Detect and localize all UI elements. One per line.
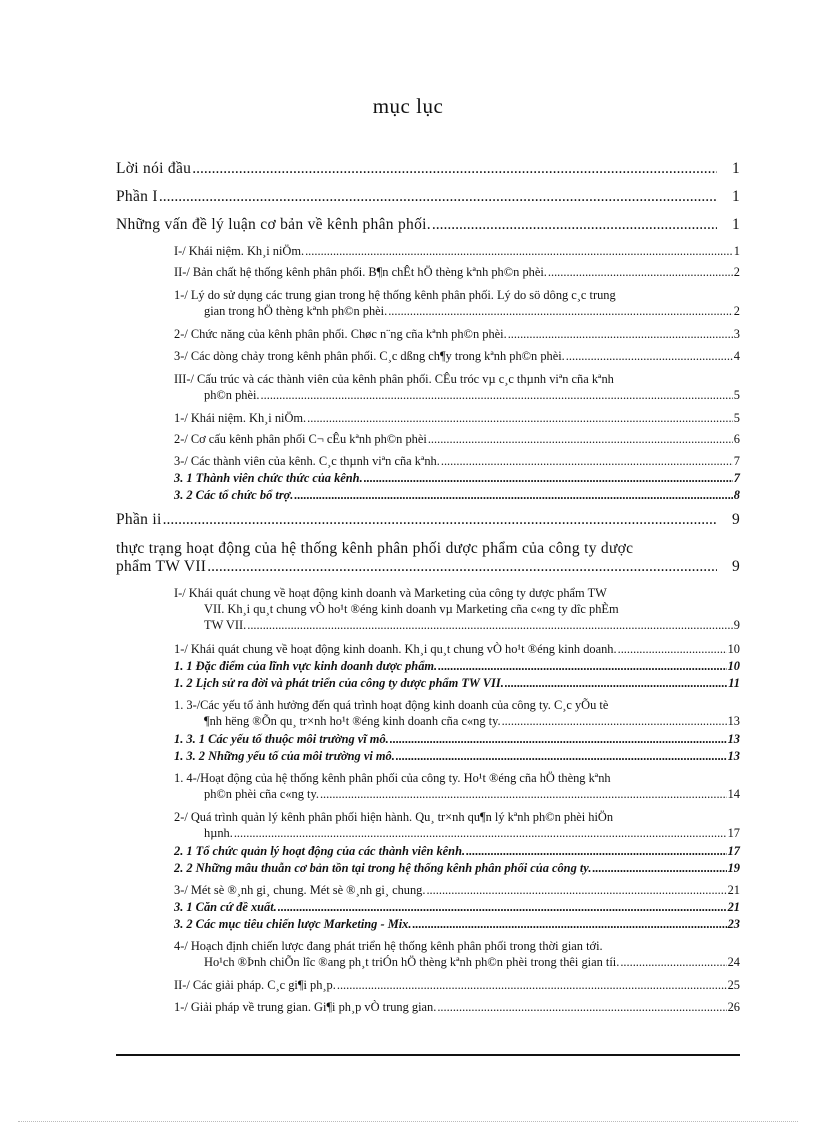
dot-leader bbox=[163, 511, 717, 529]
toc-page-number: 9 bbox=[731, 511, 740, 528]
dot-leader bbox=[337, 977, 727, 993]
toc-entry[interactable] bbox=[174, 748, 740, 764]
toc-page-number: 14 bbox=[727, 787, 740, 801]
toc-page-number: 7 bbox=[733, 471, 740, 485]
toc-entry[interactable] bbox=[174, 326, 740, 342]
toc-page-number: 21 bbox=[727, 883, 740, 897]
toc-entry[interactable] bbox=[174, 410, 740, 426]
dot-leader bbox=[364, 470, 733, 486]
toc-entry-text: 2-/ Cơ cấu kênh phân phối C¬ cÊu kªnh ph©n phèi bbox=[174, 432, 427, 446]
toc-page-number: 13 bbox=[727, 714, 740, 728]
toc-entry[interactable] bbox=[174, 585, 740, 633]
toc-page-number: 17 bbox=[727, 844, 740, 858]
toc-entry-text: 1. 3. 2 Những yếu tố của môi trường vi mô. bbox=[174, 749, 395, 763]
toc-entry[interactable] bbox=[174, 487, 740, 503]
toc-page-number: 10 bbox=[727, 642, 740, 656]
dot-leader bbox=[505, 675, 727, 691]
dot-leader bbox=[412, 916, 726, 932]
toc-entry-thuc-trang[interactable] bbox=[116, 540, 740, 576]
toc-entry-loi-noi-dau[interactable] bbox=[116, 160, 740, 178]
toc-entry-text: II-/ Bản chất hệ thống kênh phân phối. B¶n chÊt hÖ thèng kªnh ph©n phèi. bbox=[174, 265, 547, 279]
toc-entry-text: Phần I bbox=[116, 188, 158, 205]
toc-entry-text: 4-/ Hoạch định chiến lược đang phát triển hệ thống kênh phân phối trong thời gian tới. bbox=[174, 939, 603, 953]
toc-entry[interactable] bbox=[174, 860, 740, 876]
toc-entry-text: I-/ Khái quát chung về hoạt động kinh doanh và Marketing của công ty dược phẩm TW bbox=[174, 586, 607, 600]
toc-page-number: 5 bbox=[733, 388, 740, 402]
toc-entry[interactable] bbox=[174, 287, 740, 319]
dot-leader bbox=[618, 641, 727, 657]
dot-leader bbox=[548, 264, 733, 280]
toc-entry[interactable] bbox=[174, 470, 740, 486]
toc-entry-text: 1-/ Khái niệm. Kh¸i niÖm. bbox=[174, 411, 307, 425]
toc-entry-text: 2. 2 Những mâu thuẫn cơ bản tồn tại trong hệ thống kênh phân phối của công ty. bbox=[174, 861, 592, 875]
toc-entry-text: 2-/ Quá trình quản lý kênh phân phối hiện hành. Qu¸ tr×nh qu¶n lý kªnh ph©n phèi hiÖn bbox=[174, 810, 614, 824]
toc-entry-text-continued: hµnh. bbox=[204, 826, 233, 840]
toc-entry[interactable] bbox=[174, 843, 740, 859]
toc-entry[interactable] bbox=[174, 731, 740, 747]
dot-leader bbox=[426, 882, 726, 898]
toc-entry-text: 3. 2 Các tổ chức bổ trợ. bbox=[174, 488, 294, 502]
toc-entry[interactable] bbox=[174, 431, 740, 447]
toc-page-number: 3 bbox=[733, 327, 740, 341]
toc-entry-text: 1. 1 Đặc điểm của lĩnh vực kinh doanh dược phẩm. bbox=[174, 659, 438, 673]
toc-page-number: 10 bbox=[727, 659, 740, 673]
toc-entry-text-continued: ph©n phèi. bbox=[204, 388, 260, 402]
dot-leader bbox=[428, 431, 733, 447]
toc-entry-text: 3. 1 Căn cứ đề xuất. bbox=[174, 900, 277, 914]
toc-entry[interactable] bbox=[174, 264, 740, 280]
toc-entry-text-continued: ph©n phèi cña c«ng ty. bbox=[204, 787, 319, 801]
page-title: mục lục bbox=[372, 94, 444, 118]
toc-entry[interactable] bbox=[174, 371, 740, 403]
toc-page-number: 21 bbox=[727, 900, 740, 914]
toc-entry-text-continued: phẩm TW VII bbox=[116, 558, 207, 575]
toc-page-number: 19 bbox=[727, 861, 740, 875]
toc-entry-text: Phần ii bbox=[116, 511, 162, 528]
toc-entry-text: III-/ Cấu trúc và các thành viên của kênh phân phối. CÊu tróc vµ c¸c thµnh viªn cña kªnh bbox=[174, 372, 614, 386]
toc-page-number: 1 bbox=[733, 244, 740, 258]
toc-entry-text: thực trạng hoạt động của hệ thống kênh phân phối dược phẩm của công ty dược bbox=[116, 540, 634, 557]
toc-entry-nhung-van-de[interactable] bbox=[116, 216, 740, 234]
toc-entry-text: Lời nói đầu bbox=[116, 160, 192, 177]
toc-entry-text-continued: Ho¹ch ®Þnh chiÕn lîc ®ang ph¸t triÓn hÖ thèng kªnh ph©n phèi trong thêi gian tíi. bbox=[204, 955, 620, 969]
toc-entry-text: 1. 3. 1 Các yếu tố thuộc môi trường vĩ mô. bbox=[174, 732, 389, 746]
toc-entry[interactable] bbox=[174, 916, 740, 932]
toc-page-number: 13 bbox=[727, 749, 740, 763]
toc-entry-text-continued: ¶nh hëng ®Õn qu¸ tr×nh ho¹t ®éng kinh doanh cña c«ng ty. bbox=[204, 714, 501, 728]
toc-entry[interactable] bbox=[174, 770, 740, 802]
toc-entry[interactable] bbox=[174, 675, 740, 691]
footer-rule bbox=[116, 1054, 740, 1056]
dot-leader bbox=[390, 731, 727, 747]
toc-page-number: 6 bbox=[733, 432, 740, 446]
toc-page-number: 25 bbox=[727, 978, 740, 992]
toc-page-number: 2 bbox=[733, 304, 740, 318]
toc-entry[interactable] bbox=[174, 809, 740, 841]
dot-leader bbox=[320, 786, 727, 802]
toc-page-number: 26 bbox=[727, 1000, 740, 1014]
dot-leader bbox=[620, 954, 726, 970]
toc-entry-text-continued: gian trong hÖ thèng kªnh ph©n phèi. bbox=[204, 304, 388, 318]
toc-entry-text: 1-/ Giải pháp về trung gian. Gi¶i ph¸p vÒ trung gian. bbox=[174, 1000, 437, 1014]
dot-leader bbox=[432, 216, 717, 234]
dot-leader bbox=[159, 188, 717, 206]
toc-entry-text: II-/ Các giải pháp. C¸c gi¶i ph¸p. bbox=[174, 978, 336, 992]
dot-leader bbox=[396, 748, 727, 764]
toc-entry[interactable] bbox=[174, 658, 740, 674]
toc-entry[interactable] bbox=[174, 899, 740, 915]
dot-leader bbox=[307, 410, 733, 426]
dot-leader bbox=[592, 860, 726, 876]
toc-entry[interactable] bbox=[174, 882, 740, 898]
toc-entry-text: 1. 2 Lịch sử ra đời và phát triển của công ty dược phẩm TW VII. bbox=[174, 676, 504, 690]
dot-leader bbox=[438, 658, 726, 674]
toc-entry[interactable] bbox=[174, 348, 740, 364]
toc-page-number: 17 bbox=[727, 826, 740, 840]
dot-leader bbox=[278, 899, 727, 915]
toc-entry[interactable] bbox=[174, 999, 740, 1015]
toc-page-number: 24 bbox=[727, 955, 740, 969]
toc-page-number: 1 bbox=[731, 188, 740, 205]
toc-entry-text-continued: VII. Kh¸i qu¸t chung vÒ ho¹t ®éng kinh doanh vµ Marketing cña c«ng ty dîc phÈm bbox=[204, 602, 619, 616]
toc-entry-text: I-/ Khái niệm. Kh¸i niÖm. bbox=[174, 244, 305, 258]
toc-page-number: 9 bbox=[731, 558, 740, 575]
toc-entry[interactable] bbox=[174, 641, 740, 657]
toc-page-number: 2 bbox=[733, 265, 740, 279]
toc-entry-text: 3. 1 Thành viên chức thức của kênh. bbox=[174, 471, 363, 485]
toc-page-number: 5 bbox=[733, 411, 740, 425]
toc-page-number: 1 bbox=[731, 216, 740, 233]
toc-entry-text: 3-/ Các thành viên của kênh. C¸c thµnh viªn cña kªnh. bbox=[174, 454, 440, 468]
toc-entry[interactable] bbox=[174, 453, 740, 469]
toc-entry-text: Những vấn đề lý luận cơ bản về kênh phân phối. bbox=[116, 216, 431, 233]
toc-page-number: 13 bbox=[727, 732, 740, 746]
toc-entry-text: 3-/ Mét sè ®¸nh gi¸ chung. Mét sè ®¸nh gi¸ chung. bbox=[174, 883, 426, 897]
dot-leader bbox=[247, 617, 733, 633]
dot-leader bbox=[466, 843, 727, 859]
toc-entry-phan-2[interactable] bbox=[116, 511, 740, 529]
page-edge-divider bbox=[18, 1121, 798, 1122]
toc-page-number: 8 bbox=[733, 488, 740, 502]
toc-entry[interactable] bbox=[174, 938, 740, 970]
dot-leader bbox=[305, 243, 733, 259]
dot-leader bbox=[441, 453, 733, 469]
toc-page-number: 23 bbox=[727, 917, 740, 931]
toc-page-number: 4 bbox=[733, 349, 740, 363]
toc-entry-text: 1-/ Lý do sử dụng các trung gian trong hệ thống kênh phân phối. Lý do sö dông c¸c trung bbox=[174, 288, 616, 302]
dot-leader bbox=[261, 387, 733, 403]
dot-leader bbox=[192, 160, 717, 178]
toc-entry[interactable] bbox=[174, 697, 740, 729]
toc-entry-phan-1[interactable] bbox=[116, 188, 740, 206]
toc-entry-text: 2-/ Chức năng của kênh phân phối. Chøc n¨ng cña kªnh ph©n phèi. bbox=[174, 327, 507, 341]
toc-page-number: 7 bbox=[733, 454, 740, 468]
dot-leader bbox=[207, 558, 717, 576]
toc-page-number: 11 bbox=[728, 676, 740, 690]
toc-page-number: 9 bbox=[733, 618, 740, 632]
toc-entry-text: 3-/ Các dòng chảy trong kênh phân phối. C¸c dßng ch¶y trong kªnh ph©n phèi. bbox=[174, 349, 565, 363]
dot-leader bbox=[294, 487, 732, 503]
dot-leader bbox=[508, 326, 733, 342]
toc-entry-text: 3. 2 Các mục tiêu chiến lược Marketing - Mix. bbox=[174, 917, 412, 931]
toc-entry-text: 1. 4-/Hoạt động của hệ thống kênh phân phối của công ty. Ho¹t ®éng cña hÖ thèng kªnh bbox=[174, 771, 611, 785]
dot-leader bbox=[234, 825, 727, 841]
dot-leader bbox=[437, 999, 726, 1015]
toc-entry-text-continued: TW VII. bbox=[204, 618, 247, 632]
dot-leader bbox=[502, 713, 727, 729]
toc-entry[interactable] bbox=[174, 977, 740, 993]
dot-leader bbox=[566, 348, 733, 364]
toc-entry-text: 1-/ Khái quát chung về hoạt động kinh doanh. Kh¸i qu¸t chung vÒ ho¹t ®éng kinh doanh. bbox=[174, 642, 617, 656]
toc-entry-text: 2. 1 Tổ chức quản lý hoạt động của các thành viên kênh. bbox=[174, 844, 466, 858]
toc-entry[interactable] bbox=[174, 243, 740, 259]
toc-page-number: 1 bbox=[731, 160, 740, 177]
toc-entry-text: 1. 3-/Các yếu tố ảnh hưởng đến quá trình hoạt động kinh doanh của công ty. C¸c yÕu tè bbox=[174, 698, 609, 712]
dot-leader bbox=[388, 303, 733, 319]
